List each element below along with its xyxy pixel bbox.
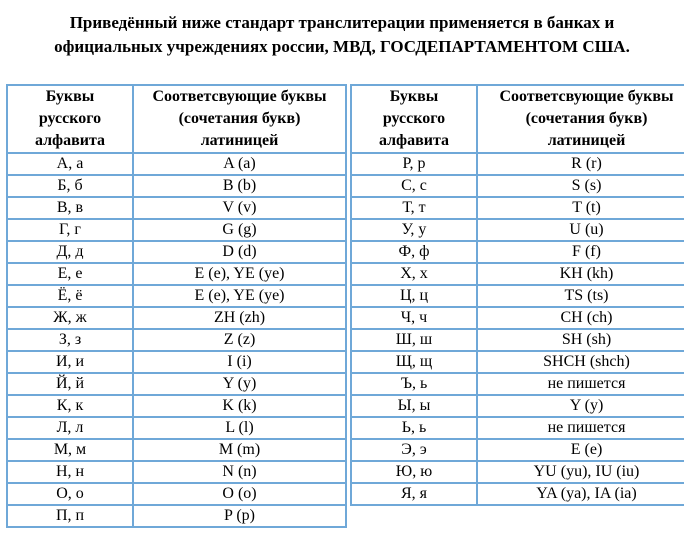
latin-letter-cell: не пишется [477, 417, 684, 439]
table-row [351, 263, 684, 285]
latin-letter-cell: F (f) [477, 241, 684, 263]
table-row [7, 417, 346, 439]
latin-letter-cell: B (b) [133, 175, 346, 197]
title-line-2: официальных учреждениях россии, МВД, ГОСДЕПАРТАМЕНТОМ США. [54, 37, 630, 56]
page-title [0, 11, 684, 59]
russian-letter-cell: Ф, ф [351, 241, 477, 263]
russian-letter-cell: Р, р [351, 153, 477, 175]
header-latin-letters [133, 85, 346, 153]
header-text: русского [382, 110, 446, 127]
table-row [351, 351, 684, 373]
latin-letter-cell: Y (y) [477, 395, 684, 417]
latin-letter-cell: L (l) [133, 417, 346, 439]
table-row [7, 285, 346, 307]
latin-letter-cell: I (i) [133, 351, 346, 373]
table-header-row [7, 85, 346, 153]
header-text: (сочетания букв) [178, 110, 301, 127]
russian-letter-cell: Щ, щ [351, 351, 477, 373]
table-row [7, 307, 346, 329]
russian-letter-cell: Ц, ц [351, 285, 477, 307]
table-row [7, 461, 346, 483]
header-text: Буквы [389, 88, 439, 105]
table-body-left [7, 153, 346, 527]
latin-letter-cell: D (d) [133, 241, 346, 263]
latin-letter-cell: TS (ts) [477, 285, 684, 307]
russian-letter-cell: Б, б [7, 175, 133, 197]
header-text: Соответсвующие буквы [152, 88, 327, 105]
transliteration-table-right [350, 84, 684, 506]
table-row [351, 307, 684, 329]
latin-letter-cell: YU (yu), IU (iu) [477, 461, 684, 483]
russian-letter-cell: Е, е [7, 263, 133, 285]
latin-letter-cell: R (r) [477, 153, 684, 175]
table-row [351, 241, 684, 263]
russian-letter-cell: Х, х [351, 263, 477, 285]
table-body-right [351, 153, 684, 505]
latin-letter-cell: U (u) [477, 219, 684, 241]
russian-letter-cell: З, з [7, 329, 133, 351]
table-row [351, 373, 684, 395]
table-row [351, 461, 684, 483]
russian-letter-cell: Ш, ш [351, 329, 477, 351]
table-row [351, 285, 684, 307]
russian-letter-cell: Т, т [351, 197, 477, 219]
title-line-1: Приведённый ниже стандарт транслитерации применяется в банках и [69, 13, 615, 32]
russian-letter-cell: У, у [351, 219, 477, 241]
table-row [7, 219, 346, 241]
table-row [351, 483, 684, 505]
russian-letter-cell: А, а [7, 153, 133, 175]
russian-letter-cell: С, с [351, 175, 477, 197]
latin-letter-cell: KH (kh) [477, 263, 684, 285]
russian-letter-cell: В, в [7, 197, 133, 219]
russian-letter-cell: К, к [7, 395, 133, 417]
latin-letter-cell: Y (y) [133, 373, 346, 395]
russian-letter-cell: О, о [7, 483, 133, 505]
table-row [351, 197, 684, 219]
russian-letter-cell: Ж, ж [7, 307, 133, 329]
russian-letter-cell: Ё, ё [7, 285, 133, 307]
latin-letter-cell: E (e) [477, 439, 684, 461]
russian-letter-cell: Л, л [7, 417, 133, 439]
latin-letter-cell: не пишется [477, 373, 684, 395]
table-row [7, 153, 346, 175]
table-row [7, 241, 346, 263]
table-header-row [351, 85, 684, 153]
table-row [7, 329, 346, 351]
latin-letter-cell: T (t) [477, 197, 684, 219]
table-row [351, 219, 684, 241]
header-text: латиницей [547, 132, 626, 149]
header-text: Буквы [45, 88, 95, 105]
latin-letter-cell: CH (ch) [477, 307, 684, 329]
russian-letter-cell: Ъ, ь [351, 373, 477, 395]
header-text: алфавита [378, 132, 450, 149]
russian-letter-cell: Г, г [7, 219, 133, 241]
latin-letter-cell: K (k) [133, 395, 346, 417]
russian-letter-cell: Ю, ю [351, 461, 477, 483]
russian-letter-cell: И, и [7, 351, 133, 373]
transliteration-table-left [6, 84, 347, 528]
latin-letter-cell: ZH (zh) [133, 307, 346, 329]
header-latin-letters [477, 85, 684, 153]
header-text: алфавита [34, 132, 106, 149]
russian-letter-cell: П, п [7, 505, 133, 527]
header-text: (сочетания букв) [525, 110, 648, 127]
russian-letter-cell: Я, я [351, 483, 477, 505]
latin-letter-cell: O (o) [133, 483, 346, 505]
russian-letter-cell: Ы, ы [351, 395, 477, 417]
latin-letter-cell: E (e), YE (ye) [133, 285, 346, 307]
table-row [351, 329, 684, 351]
russian-letter-cell: Ь, ь [351, 417, 477, 439]
latin-letter-cell: G (g) [133, 219, 346, 241]
latin-letter-cell: E (e), YE (ye) [133, 263, 346, 285]
table-row [7, 197, 346, 219]
latin-letter-cell: N (n) [133, 461, 346, 483]
table-row [351, 417, 684, 439]
table-row [351, 395, 684, 417]
russian-letter-cell: Э, э [351, 439, 477, 461]
russian-letter-cell: Д, д [7, 241, 133, 263]
header-text: Соответсвующие буквы [499, 88, 674, 105]
latin-letter-cell: V (v) [133, 197, 346, 219]
header-text: русского [38, 110, 102, 127]
latin-letter-cell: A (a) [133, 153, 346, 175]
table-row [7, 439, 346, 461]
latin-letter-cell: SH (sh) [477, 329, 684, 351]
table-row [351, 153, 684, 175]
header-russian-letters [7, 85, 133, 153]
latin-letter-cell: S (s) [477, 175, 684, 197]
russian-letter-cell: Ч, ч [351, 307, 477, 329]
russian-letter-cell: Н, н [7, 461, 133, 483]
table-row [7, 351, 346, 373]
latin-letter-cell: Z (z) [133, 329, 346, 351]
table-row [7, 263, 346, 285]
table-row [7, 373, 346, 395]
russian-letter-cell: М, м [7, 439, 133, 461]
russian-letter-cell: Й, й [7, 373, 133, 395]
table-row [7, 395, 346, 417]
latin-letter-cell: YA (ya), IA (ia) [477, 483, 684, 505]
header-russian-letters [351, 85, 477, 153]
latin-letter-cell: P (p) [133, 505, 346, 527]
table-row [7, 483, 346, 505]
latin-letter-cell: M (m) [133, 439, 346, 461]
table-row [351, 439, 684, 461]
latin-letter-cell: SHCH (shch) [477, 351, 684, 373]
header-text: латиницей [200, 132, 279, 149]
table-row [7, 175, 346, 197]
table-row [351, 175, 684, 197]
table-row [7, 505, 346, 527]
